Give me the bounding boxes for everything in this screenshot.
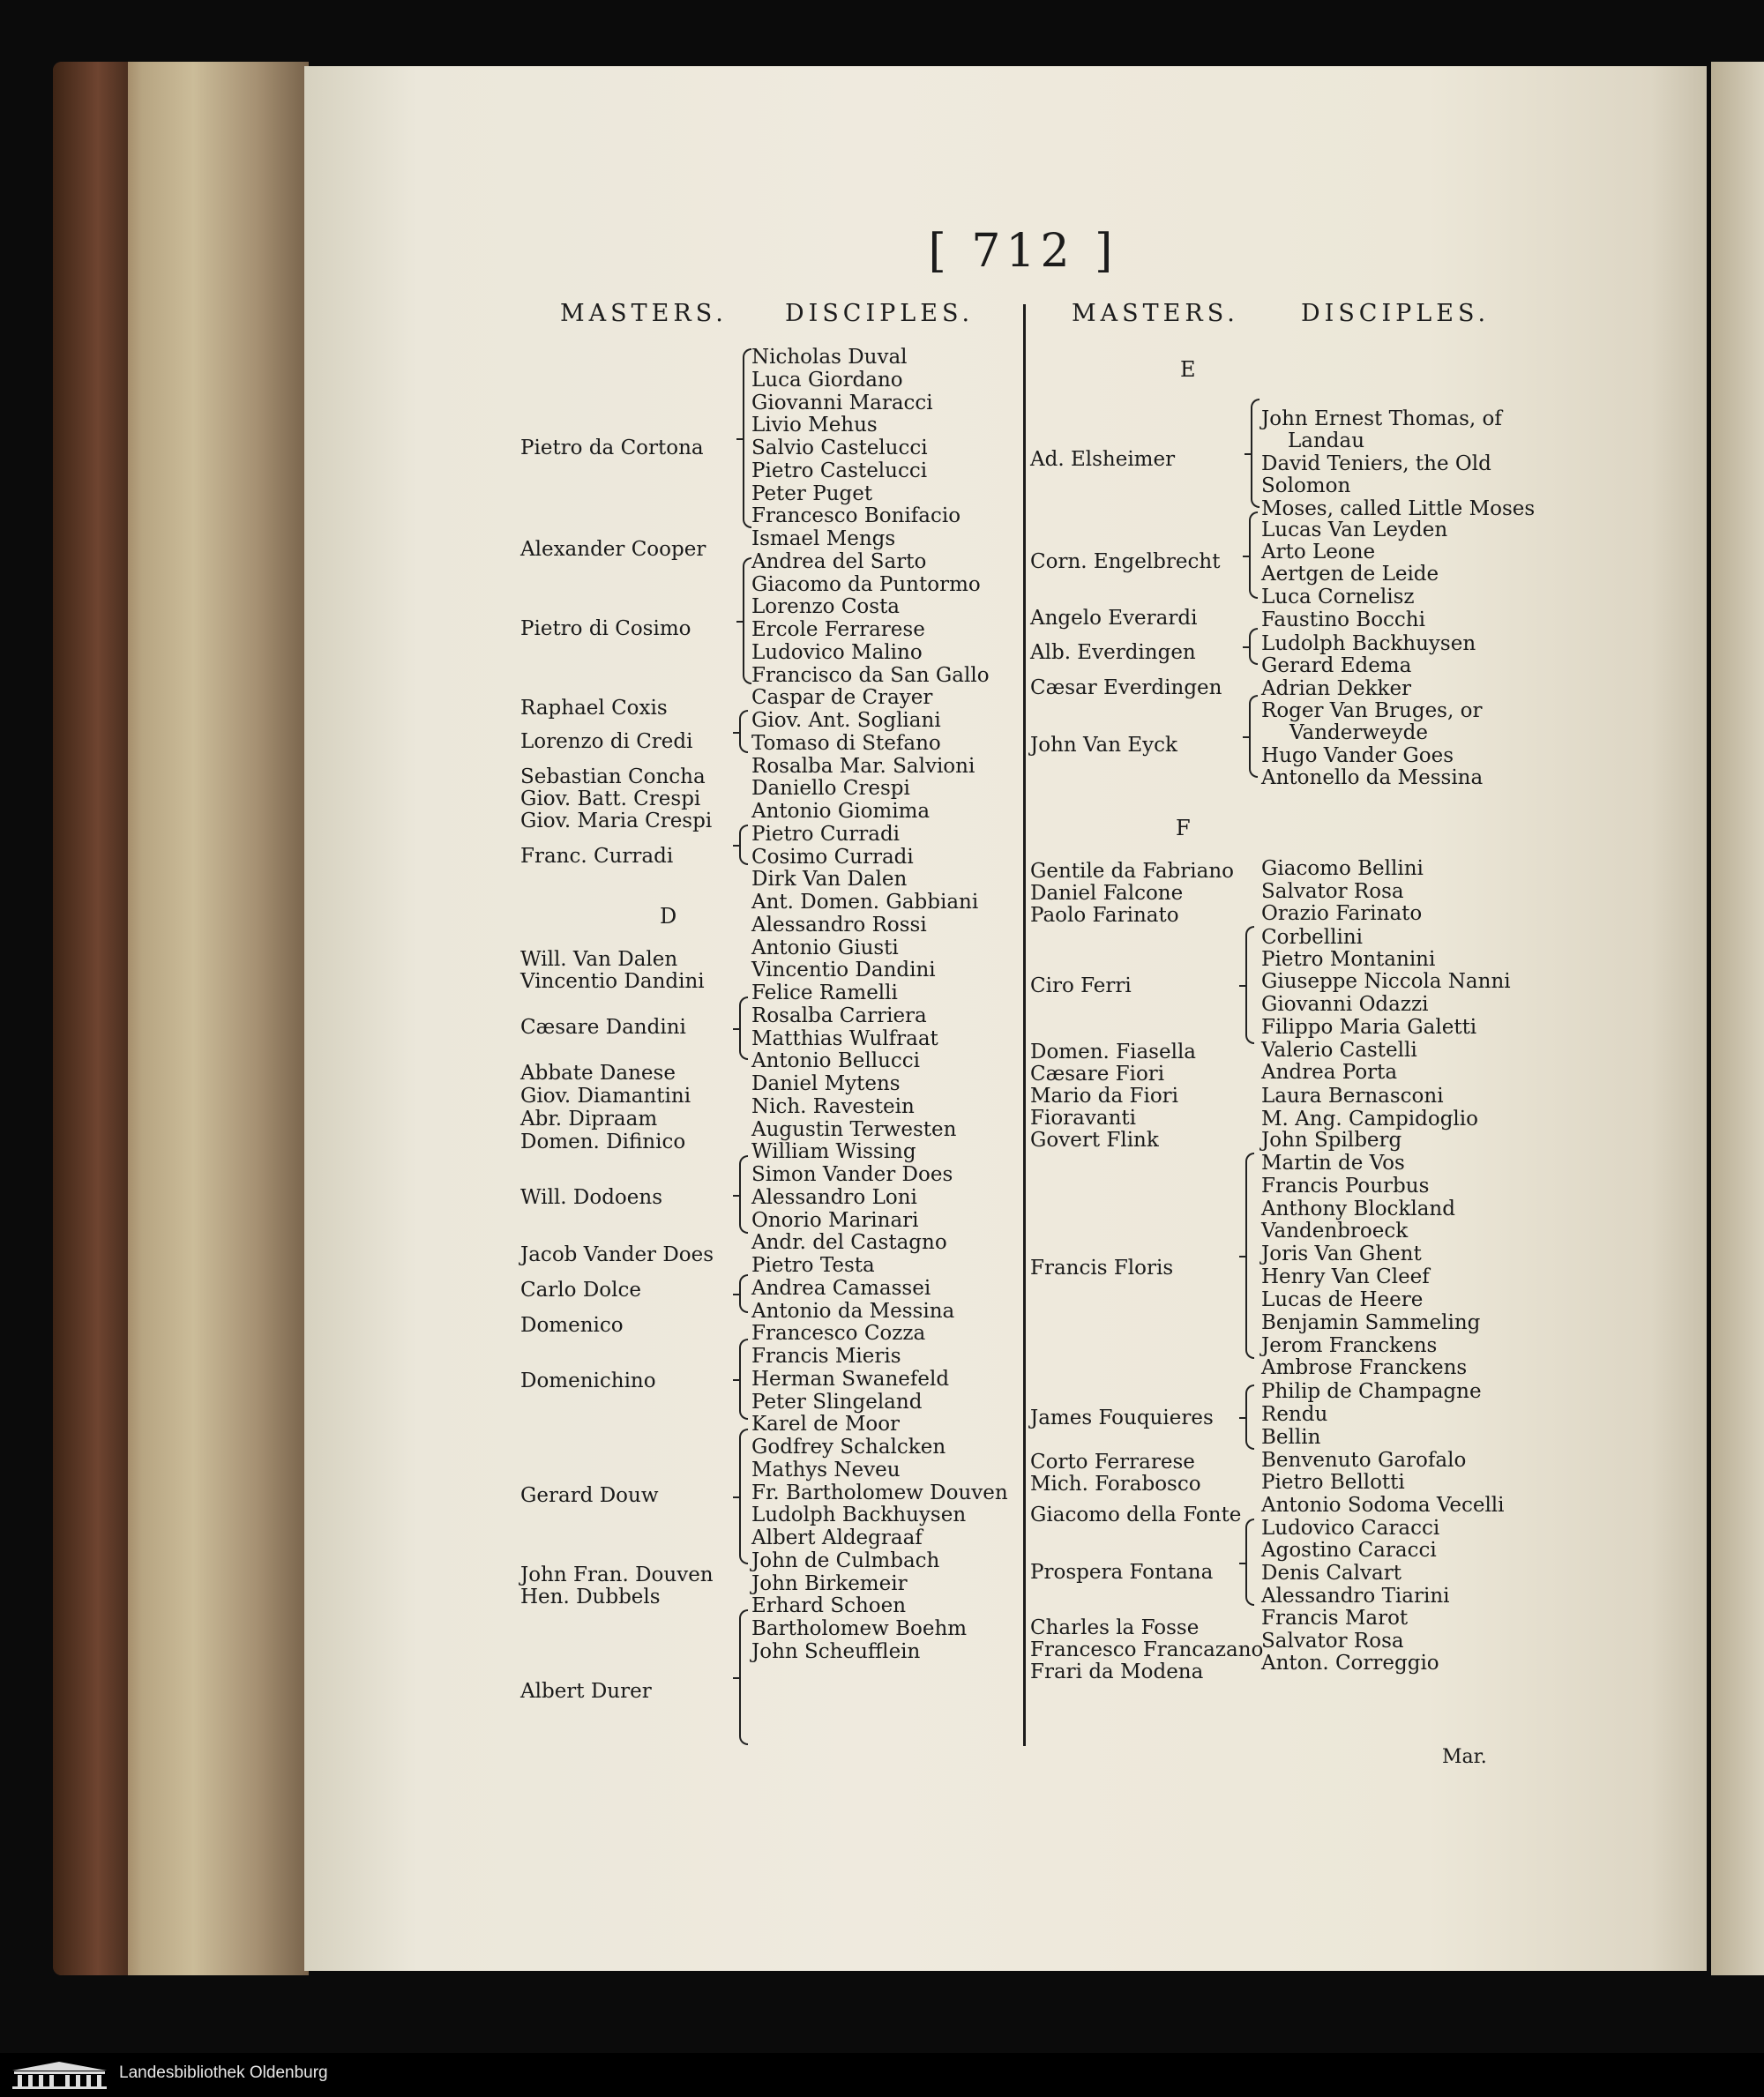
master-name: Abbate Danese <box>520 1062 676 1085</box>
master-name: Prospera Fontana <box>1030 1561 1214 1584</box>
disciple-name: Erhard Schoen <box>751 1594 907 1618</box>
master-name: Giacomo della Fonte <box>1030 1504 1242 1526</box>
master-name: Sebastian Concha <box>520 765 706 788</box>
disciple-name: Laura Bernasconi <box>1261 1085 1444 1108</box>
left-disciples-header: DISCIPLES. <box>785 300 975 327</box>
library-footer <box>0 2053 1764 2097</box>
grouping-brace <box>739 1339 748 1420</box>
master-name: Paolo Farinato <box>1030 904 1179 927</box>
disciple-name: Andrea Camassei <box>751 1276 931 1300</box>
disciple-name: Denis Calvart <box>1261 1562 1401 1585</box>
master-name: Gerard Douw <box>520 1484 659 1507</box>
master-name: Fioravanti <box>1030 1107 1136 1130</box>
disciple-name: Karel de Moor <box>751 1413 901 1437</box>
master-name: Abr. Dipraam <box>520 1108 658 1131</box>
master-name: Angelo Everardi <box>1030 607 1198 630</box>
disciple-name: John Spilberg <box>1261 1129 1402 1152</box>
section-letter: F <box>1176 816 1191 840</box>
section-letter: E <box>1180 357 1196 382</box>
master-name: Cæsare Fiori <box>1030 1063 1165 1086</box>
book-fore-edge <box>53 62 309 1975</box>
disciple-name: Bellin <box>1261 1426 1321 1449</box>
master-name: Alexander Cooper <box>520 538 706 561</box>
grouping-brace <box>1249 628 1258 665</box>
disciple-name: Alessandro Loni <box>751 1185 917 1209</box>
disciple-name: Joris Van Ghent <box>1261 1243 1422 1265</box>
disciple-name: Solomon <box>1261 474 1351 497</box>
disciple-name: William Wissing <box>751 1140 916 1164</box>
disciple-name: Lorenzo Costa <box>751 595 901 619</box>
book-page <box>304 66 1707 1971</box>
disciple-name: Vandenbroeck <box>1261 1220 1409 1243</box>
disciple-name: Mathys Neveu <box>751 1458 901 1481</box>
disciple-name: Giovanni Odazzi <box>1261 993 1429 1016</box>
master-name: Francis Floris <box>1030 1257 1174 1280</box>
disciple-name: Jerom Franckens <box>1261 1334 1438 1357</box>
grouping-brace <box>1245 926 1254 1044</box>
master-name: Domen. Fiasella <box>1030 1041 1197 1063</box>
grouping-brace <box>739 1609 748 1745</box>
disciple-name: Francis Pourbus <box>1261 1175 1430 1198</box>
master-name: Giov. Batt. Crespi <box>520 787 701 810</box>
disciple-name: Antonio da Messina <box>751 1299 955 1323</box>
disciple-name: Antonio Giomima <box>751 800 931 823</box>
disciple-name: Francis Mieris <box>751 1345 901 1368</box>
master-name: Mich. Forabosco <box>1030 1473 1201 1496</box>
master-name: John Van Eyck <box>1030 734 1177 757</box>
master-name: Giov. Maria Crespi <box>520 810 713 832</box>
master-name: Frari da Modena <box>1030 1660 1204 1683</box>
grouping-brace <box>739 1274 748 1313</box>
disciple-name: Tomaso di Stefano <box>751 731 941 755</box>
master-name: Lorenzo di Credi <box>520 730 693 753</box>
disciple-name: Onorio Marinari <box>751 1208 919 1232</box>
disciple-name: Agostino Caracci <box>1261 1539 1437 1562</box>
master-name: Corn. Engelbrecht <box>1030 550 1221 573</box>
disciple-name: Dirk Van Dalen <box>751 868 908 892</box>
master-name: Albert Durer <box>520 1680 652 1703</box>
disciple-name: Pietro Curradi <box>751 822 901 846</box>
right-disciples-header: DISCIPLES. <box>1301 300 1491 327</box>
disciple-name: Salvator Rosa <box>1261 1630 1404 1653</box>
disciple-name: Landau <box>1288 429 1365 452</box>
left-masters-header: MASTERS. <box>560 300 728 327</box>
grouping-brace <box>1251 399 1259 508</box>
disciple-name: Andrea del Sarto <box>751 549 927 573</box>
facing-page-edge <box>1711 62 1764 1975</box>
disciple-name: Gerard Edema <box>1261 654 1412 677</box>
master-name: Vincentio Dandini <box>520 970 705 993</box>
master-name: Daniel Falcone <box>1030 882 1184 905</box>
disciple-name: Giovanni Maracci <box>751 391 933 414</box>
master-name: Pietro da Cortona <box>520 437 704 459</box>
disciple-name: Antonello da Messina <box>1261 766 1484 789</box>
disciple-name: Alessandro Rossi <box>751 913 927 937</box>
disciple-name: Rosalba Carriera <box>751 1004 927 1027</box>
disciple-name: Felice Ramelli <box>751 981 898 1004</box>
disciple-name: Albert Aldegraaf <box>751 1526 923 1549</box>
column-divider <box>1023 304 1026 1746</box>
master-name: Gentile da Fabriano <box>1030 860 1234 883</box>
section-letter: D <box>660 904 677 929</box>
grouping-brace <box>739 825 748 865</box>
grouping-brace <box>743 348 751 528</box>
disciple-name: Francesco Cozza <box>751 1322 926 1346</box>
master-name: Will. Van Dalen <box>520 948 678 971</box>
disciple-name: Giov. Ant. Sogliani <box>751 709 941 732</box>
master-name: Domenichino <box>520 1369 656 1392</box>
disciple-name: Rendu <box>1261 1403 1328 1426</box>
master-name: Domen. Difinico <box>520 1131 686 1153</box>
master-name: Jacob Vander Does <box>520 1243 714 1266</box>
grouping-brace <box>1245 1519 1254 1606</box>
disciple-name: Salvio Castelucci <box>751 437 928 459</box>
disciple-name: Aertgen de Leide <box>1261 563 1439 586</box>
disciple-name: Peter Slingeland <box>751 1390 923 1414</box>
disciple-name: Lucas de Heere <box>1261 1288 1424 1311</box>
disciple-name: Anthony Blockland <box>1261 1198 1455 1220</box>
disciple-name: Ant. Domen. Gabbiani <box>751 891 979 914</box>
grouping-brace <box>1249 511 1258 599</box>
grouping-brace <box>739 1429 748 1564</box>
disciple-name: Francisco da San Gallo <box>751 663 990 687</box>
disciple-name: Pietro Montanini <box>1261 948 1436 971</box>
library-name: Landesbibliothek Oldenburg <box>119 2063 328 2082</box>
disciple-name: Ambrose Franckens <box>1261 1356 1468 1379</box>
grouping-brace <box>1245 1153 1254 1359</box>
master-name: Govert Flink <box>1030 1129 1159 1152</box>
disciple-name: Ismael Mengs <box>751 527 896 550</box>
disciple-name: Andrea Porta <box>1261 1061 1398 1084</box>
disciple-name: Alessandro Tiarini <box>1261 1585 1450 1608</box>
disciple-name: Francesco Bonifacio <box>751 504 961 528</box>
master-name: Giov. Diamantini <box>520 1085 691 1108</box>
disciple-name: Hugo Vander Goes <box>1261 744 1454 767</box>
disciple-name: Daniel Mytens <box>751 1072 901 1095</box>
disciple-name: Faustino Bocchi <box>1261 608 1425 631</box>
disciple-name: Nicholas Duval <box>751 346 908 369</box>
disciple-name: Antonio Sodoma Vecelli <box>1261 1494 1505 1517</box>
master-name: James Fouquieres <box>1030 1407 1214 1429</box>
disciple-name: Ludolph Backhuysen <box>751 1504 967 1527</box>
disciple-name: Francis Marot <box>1261 1607 1409 1630</box>
disciple-name: Benjamin Sammeling <box>1261 1311 1481 1334</box>
disciple-name: Arto Leone <box>1261 541 1376 563</box>
disciple-name: Moses, called Little Moses <box>1261 497 1536 520</box>
disciple-name: Bartholomew Boehm <box>751 1617 968 1640</box>
grouping-brace <box>743 557 751 684</box>
disciple-name: Valerio Castelli <box>1261 1039 1417 1062</box>
disciple-name: Vanderweyde <box>1289 721 1428 744</box>
disciple-name: Ludolph Backhuysen <box>1261 632 1476 655</box>
disciple-name: Matthias Wulfraat <box>751 1026 938 1050</box>
disciple-name: Adrian Dekker <box>1261 677 1412 700</box>
right-masters-header: MASTERS. <box>1072 300 1239 327</box>
disciple-name: Godfrey Schalcken <box>751 1436 946 1459</box>
master-name: Mario da Fiori <box>1030 1085 1179 1108</box>
grouping-brace <box>1249 695 1258 778</box>
disciple-name: Pietro Castelucci <box>751 459 928 482</box>
disciple-name: Andr. del Castagno <box>751 1231 947 1255</box>
disciple-name: John Birkemeir <box>751 1571 908 1595</box>
library-building-icon <box>9 2060 110 2090</box>
disciple-name: Anton. Correggio <box>1261 1652 1439 1675</box>
disciple-name: Roger Van Bruges, or <box>1261 699 1483 722</box>
disciple-name: Herman Swanefeld <box>751 1367 950 1391</box>
page-number: [ 712 ] <box>928 225 1118 278</box>
disciple-name: Philip de Champagne <box>1261 1380 1482 1403</box>
disciple-name: Fr. Bartholomew Douven <box>751 1481 1008 1504</box>
disciple-name: Giacomo da Puntormo <box>751 572 981 596</box>
disciple-name: Martin de Vos <box>1261 1152 1405 1175</box>
master-name: Pietro di Cosimo <box>520 617 691 640</box>
disciple-name: David Teniers, the Old <box>1261 452 1491 475</box>
master-name: Cæsar Everdingen <box>1030 676 1222 699</box>
master-name: Ad. Elsheimer <box>1030 448 1176 471</box>
disciple-name: Ludovico Malino <box>751 640 923 664</box>
master-name: Carlo Dolce <box>520 1279 641 1302</box>
master-name: Corto Ferrarese <box>1030 1451 1195 1474</box>
disciple-name: Ludovico Caracci <box>1261 1517 1440 1540</box>
disciple-name: Giuseppe Niccola Nanni <box>1261 970 1511 993</box>
master-name: Charles la Fosse <box>1030 1616 1200 1639</box>
grouping-brace <box>1245 1384 1254 1450</box>
disciple-name: John Ernest Thomas, of <box>1261 407 1502 430</box>
master-name: Francesco Francazano <box>1030 1638 1264 1661</box>
disciple-name: Giacomo Bellini <box>1261 857 1424 880</box>
disciple-name: Pietro Bellotti <box>1261 1471 1405 1494</box>
disciple-name: Simon Vander Does <box>751 1163 953 1186</box>
disciple-name: Antonio Giusti <box>751 936 899 959</box>
disciple-name: Filippo Maria Galetti <box>1261 1016 1477 1039</box>
disciple-name: Antonio Bellucci <box>751 1049 920 1073</box>
grouping-brace <box>739 996 748 1060</box>
disciple-name: Livio Mehus <box>751 414 878 437</box>
disciple-name: Augustin Terwesten <box>751 1117 957 1141</box>
disciple-name: Benvenuto Garofalo <box>1261 1449 1467 1472</box>
leather-cover <box>53 62 128 1975</box>
disciple-name: Vincentio Dandini <box>751 959 936 982</box>
disciple-name: Luca Cornelisz <box>1261 586 1415 608</box>
disciple-name: John Scheufflein <box>751 1639 921 1663</box>
disciple-name: Caspar de Crayer <box>751 686 933 710</box>
master-name: Alb. Everdingen <box>1030 641 1196 664</box>
master-name: John Fran. Douven <box>520 1563 714 1586</box>
disciple-name: Daniello Crespi <box>751 777 910 801</box>
disciple-name: Salvator Rosa <box>1261 880 1404 903</box>
grouping-brace <box>739 1155 748 1234</box>
grouping-brace <box>739 710 748 753</box>
disciple-name: Corbellini <box>1261 926 1364 949</box>
master-name: Franc. Curradi <box>520 845 674 868</box>
catchword: Mar. <box>1442 1746 1487 1768</box>
master-name: Raphael Coxis <box>520 697 668 720</box>
disciple-name: John de Culmbach <box>751 1548 940 1572</box>
disciple-name: Peter Puget <box>751 481 873 505</box>
disciple-name: Ercole Ferrarese <box>751 618 925 641</box>
disciple-name: M. Ang. Campidoglio <box>1261 1108 1478 1131</box>
disciple-name: Rosalba Mar. Salvioni <box>751 754 975 778</box>
disciple-name: Henry Van Cleef <box>1261 1265 1430 1288</box>
disciple-name: Cosimo Curradi <box>751 845 914 869</box>
disciple-name: Nich. Ravestein <box>751 1094 915 1118</box>
master-name: Will. Dodoens <box>520 1186 663 1209</box>
disciple-name: Pietro Testa <box>751 1254 875 1277</box>
master-name: Hen. Dubbels <box>520 1586 661 1608</box>
disciple-name: Orazio Farinato <box>1261 902 1423 925</box>
disciple-name: Luca Giordano <box>751 368 903 392</box>
master-name: Ciro Ferri <box>1030 974 1132 997</box>
master-name: Domenico <box>520 1314 624 1337</box>
master-name: Cæsare Dandini <box>520 1016 686 1039</box>
disciple-name: Lucas Van Leyden <box>1261 519 1448 541</box>
